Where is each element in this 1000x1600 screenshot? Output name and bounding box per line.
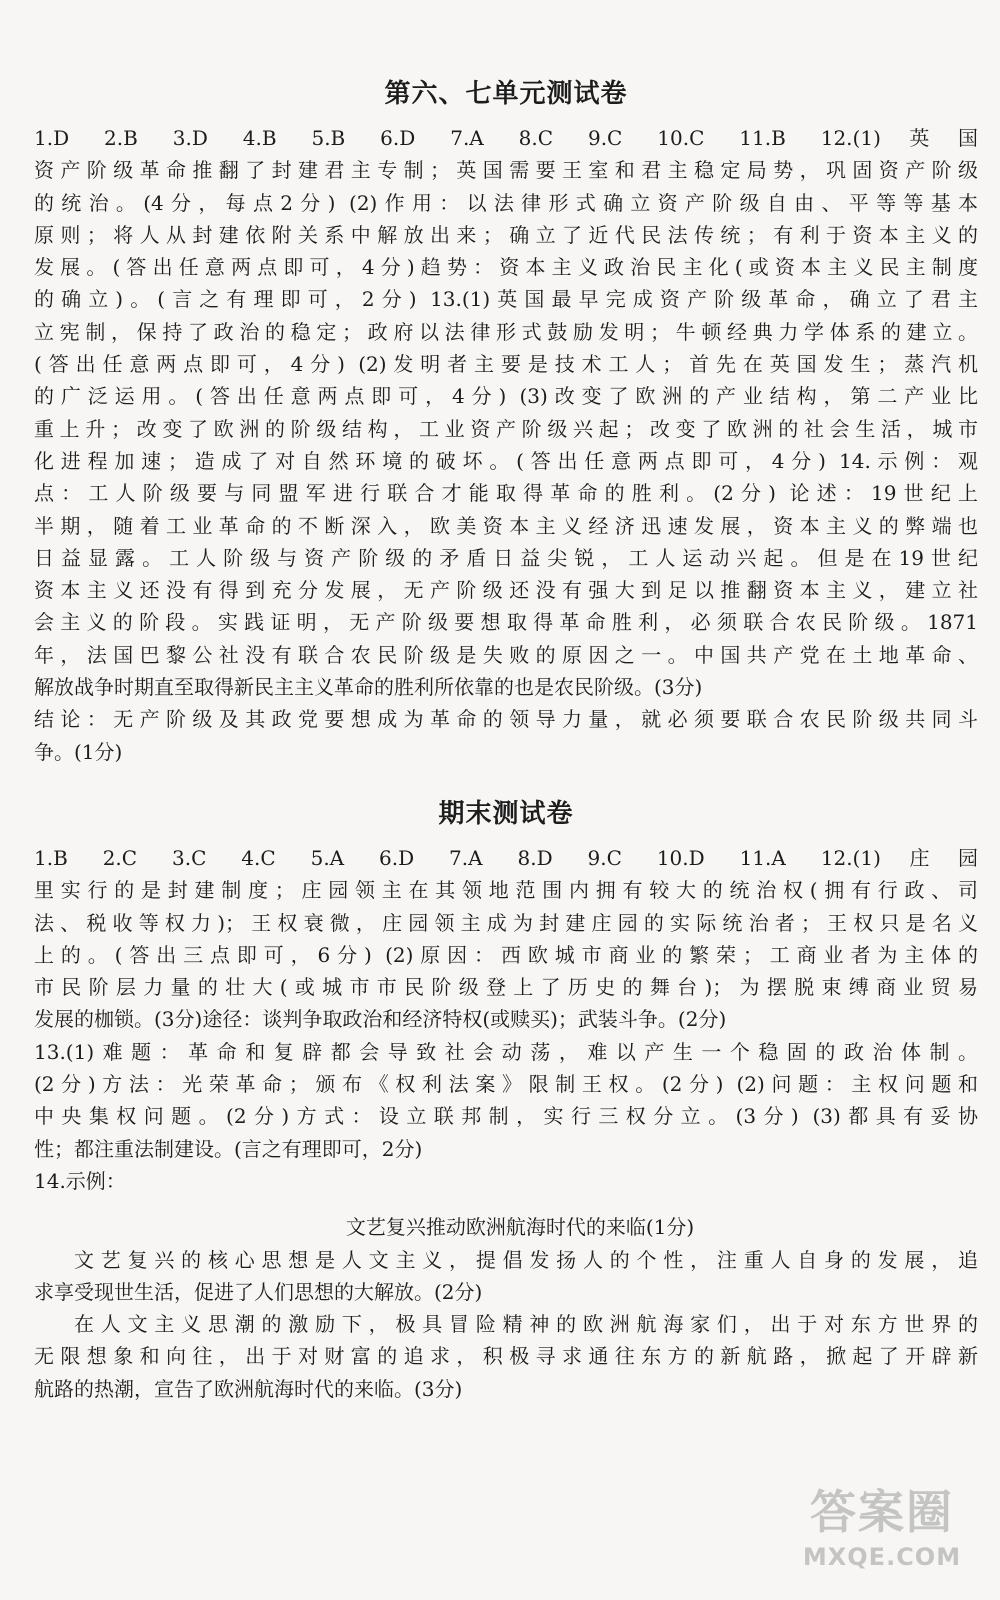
text-line: 会主义的阶段。实践证明，无产阶级要想取得革命胜利，必须联合农民阶级。1871 (34, 610, 978, 635)
text-line: 发展的枷锁。(3分)途径：谈判争取政治和经济特权(或赎买)；武装斗争。(2分) (34, 1007, 727, 1032)
text-line: (答出任意两点即可，4分) (2)发明者主要是技术工人；首先在英国发生；蒸汽机 (34, 352, 978, 377)
watermark-url: MXQE.COM (802, 1543, 962, 1571)
text-line: 解放战争时期直至取得新民主主义革命的胜利所依靠的也是农民阶级。(3分) (34, 675, 703, 700)
text-line: 点：工人阶级要与同盟军进行联合才能取得革命的胜利。(2分) 论述：19世纪上 (34, 481, 978, 506)
text-line: 法、税收等权力)；王权衰微，庄园领主成为封建庄园的实际统治者；王权只是名义 (34, 910, 978, 935)
text-line: 1.B 2.C 3.C 4.C 5.A 6.D 7.A 8.D 9.C 10.D 11.A 12.(1)庄园 (34, 845, 978, 870)
watermark-logo-text: 答案圈 (810, 1485, 954, 1539)
text-line: 13.(1)难题：革命和复辟都会导致社会动荡，难以产生一个稳固的政治体制。 (34, 1039, 978, 1064)
text-line: 里实行的是封建制度；庄园领主在其领地范围内拥有较大的统治权(拥有行政、司 (34, 878, 978, 903)
essay-paragraph-line: 文艺复兴的核心思想是人文主义，提倡发扬人的个性，注重人自身的发展，追 (74, 1247, 978, 1272)
text-line: 资产阶级革命推翻了封建君主专制；英国需要王室和君主稳定局势，巩固资产阶级 (34, 158, 978, 183)
essay-paragraph-line: 航路的热潮，宣告了欧洲航海时代的来临。(3分) (34, 1376, 463, 1401)
essay-paragraph-line: 在人文主义思潮的激励下，极具冒险精神的欧洲航海家们，出于对东方世界的 (74, 1312, 978, 1337)
text-line: 化进程加速；造成了对自然环境的破坏。(答出任意两点即可，4分) 14.示例：观 (34, 448, 978, 473)
text-line: 中央集权问题。(2分)方式：设立联邦制，实行三权分立。(3分) (3)都具有妥协 (34, 1104, 978, 1129)
section-title-unit-6-7: 第六、七单元测试卷 (384, 79, 628, 109)
text-line: (2分)方法：光荣革命；颁布《权利法案》限制王权。(2分) (2)问题：主权问题和 (34, 1072, 978, 1097)
essay-paragraph-line: 求享受现世生活，促进了人们思想的大解放。(2分) (34, 1279, 483, 1304)
text-line: 重上升；改变了欧洲的阶级结构，工业资产阶级兴起；改变了欧洲的社会生活，城市 (34, 416, 978, 441)
text-line: 市民阶层力量的壮大(或城市市民阶级登上了历史的舞台)；为摆脱束缚商业贸易 (34, 975, 978, 1000)
section-title-final-exam: 期末测试卷 (438, 798, 574, 829)
text-line: 日益显露。工人阶级与资产阶级的矛盾日益尖锐，工人运动兴起。但是在19世纪 (34, 545, 978, 570)
text-line: 年，法国巴黎公社没有联合农民阶级是失败的原因之一。中国共产党在土地革命、 (34, 642, 978, 667)
text-line: 原则；将人从封建依附关系中解放出来；确立了近代民法传统；有利于资本主义的 (34, 222, 978, 247)
text-line: 14.示例： (34, 1168, 126, 1193)
final-exam-answers (34, 842, 978, 1405)
text-line: 的广泛运用。(答出任意两点即可，4分) (3)改变了欧洲的产业结构，第二产业比 (34, 384, 978, 409)
text-line: 立宪制，保持了政治的稳定；政府以法律形式鼓励发明；牛顿经典力学体系的建立。 (34, 319, 978, 344)
text-line: 上的。(答出三点即可，6分) (2)原因：西欧城市商业的繁荣；工商业者为主体的 (34, 942, 978, 967)
text-line: 争。(1分) (34, 739, 123, 764)
essay-paragraph-line: 无限想象和向往，出于对财富的追求，积极寻求通往东方的新航路，掀起了开辟新 (34, 1344, 978, 1369)
text-line: 的确立)。(言之有理即可，2分) 13.(1)英国最早完成资产阶级革命，确立了君主 (34, 287, 978, 312)
text-line: 的统治。(4分，每点2分) (2)作用：以法律形式确立资产阶级自由、平等等基本 (34, 190, 978, 215)
text-line: 结论：无产阶级及其政党要想成为革命的领导力量，就必须要联合农民阶级共同斗 (34, 707, 978, 732)
essay-title: 文艺复兴推动欧洲航海时代的来临(1分) (345, 1215, 695, 1240)
unit-6-7-answers (34, 122, 978, 768)
site-watermark (772, 1482, 992, 1592)
text-line: 资本主义还没有得到充分发展，无产阶级还没有强大到足以推翻资本主义，建立社 (34, 578, 978, 603)
text-line: 性；都注重法制建设。(言之有理即可，2分) (34, 1136, 423, 1161)
section-gap (34, 768, 978, 786)
text-line: 发展。(答出任意两点即可，4分)趋势：资本主义政治民主化(或资本主义民主制度 (34, 255, 978, 280)
text-line: 1.D 2.B 3.D 4.B 5.B 6.D 7.A 8.C 9.C 10.C 11.B 12.(1)英国 (34, 126, 978, 150)
text-line: 半期，随着工业革命的不断深入，欧美资本主义经济迅速发展，资本主义的弊端也 (34, 513, 978, 538)
